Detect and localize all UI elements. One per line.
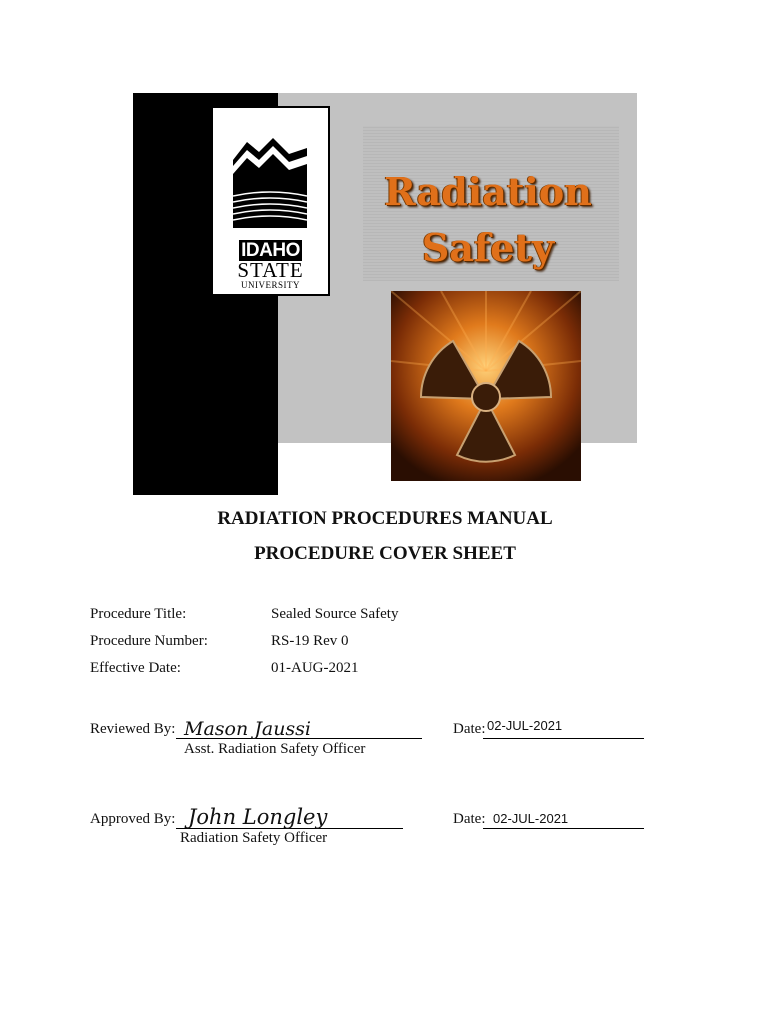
page-subtitle: PROCEDURE COVER SHEET — [254, 543, 516, 564]
effective-date-value: 01-AUG-2021 — [271, 660, 359, 676]
logo-university: UNIVERSITY — [241, 280, 300, 290]
effective-date-label: Effective Date: — [90, 660, 181, 676]
cover-graphic — [133, 93, 637, 495]
approval-date-line — [483, 828, 644, 829]
page-title: RADIATION PROCEDURES MANUAL — [217, 508, 553, 529]
reviewed-by-label: Reviewed By: — [90, 721, 176, 737]
review-date-label: Date: — [453, 721, 486, 737]
approver-signature: John Longley — [188, 805, 328, 829]
brand-title-line1: Radiation — [384, 169, 592, 214]
radiation-trefoil-icon — [391, 291, 581, 481]
review-date-value: 02-JUL-2021 — [487, 718, 563, 733]
approval-date-label: Date: — [453, 811, 486, 827]
review-date-line — [483, 738, 644, 739]
landscape-icon — [233, 130, 307, 228]
procedure-number-value: RS-19 Rev 0 — [271, 633, 349, 649]
reviewer-role: Asst. Radiation Safety Officer — [184, 741, 366, 757]
brand-title-line2: Safety — [421, 225, 555, 270]
logo-state: STATE — [237, 258, 304, 282]
procedure-number-label: Procedure Number: — [90, 633, 208, 649]
reviewer-signature: Mason Jaussi — [184, 718, 312, 740]
approved-by-label: Approved By: — [90, 811, 176, 827]
logo-idaho: IDAHO — [241, 240, 300, 261]
procedure-title-value: Sealed Source Safety — [271, 606, 399, 622]
university-logo — [211, 106, 330, 296]
procedure-title-label: Procedure Title: — [90, 606, 187, 622]
approval-date-value: 02-JUL-2021 — [493, 811, 569, 826]
approver-role: Radiation Safety Officer — [180, 830, 328, 846]
